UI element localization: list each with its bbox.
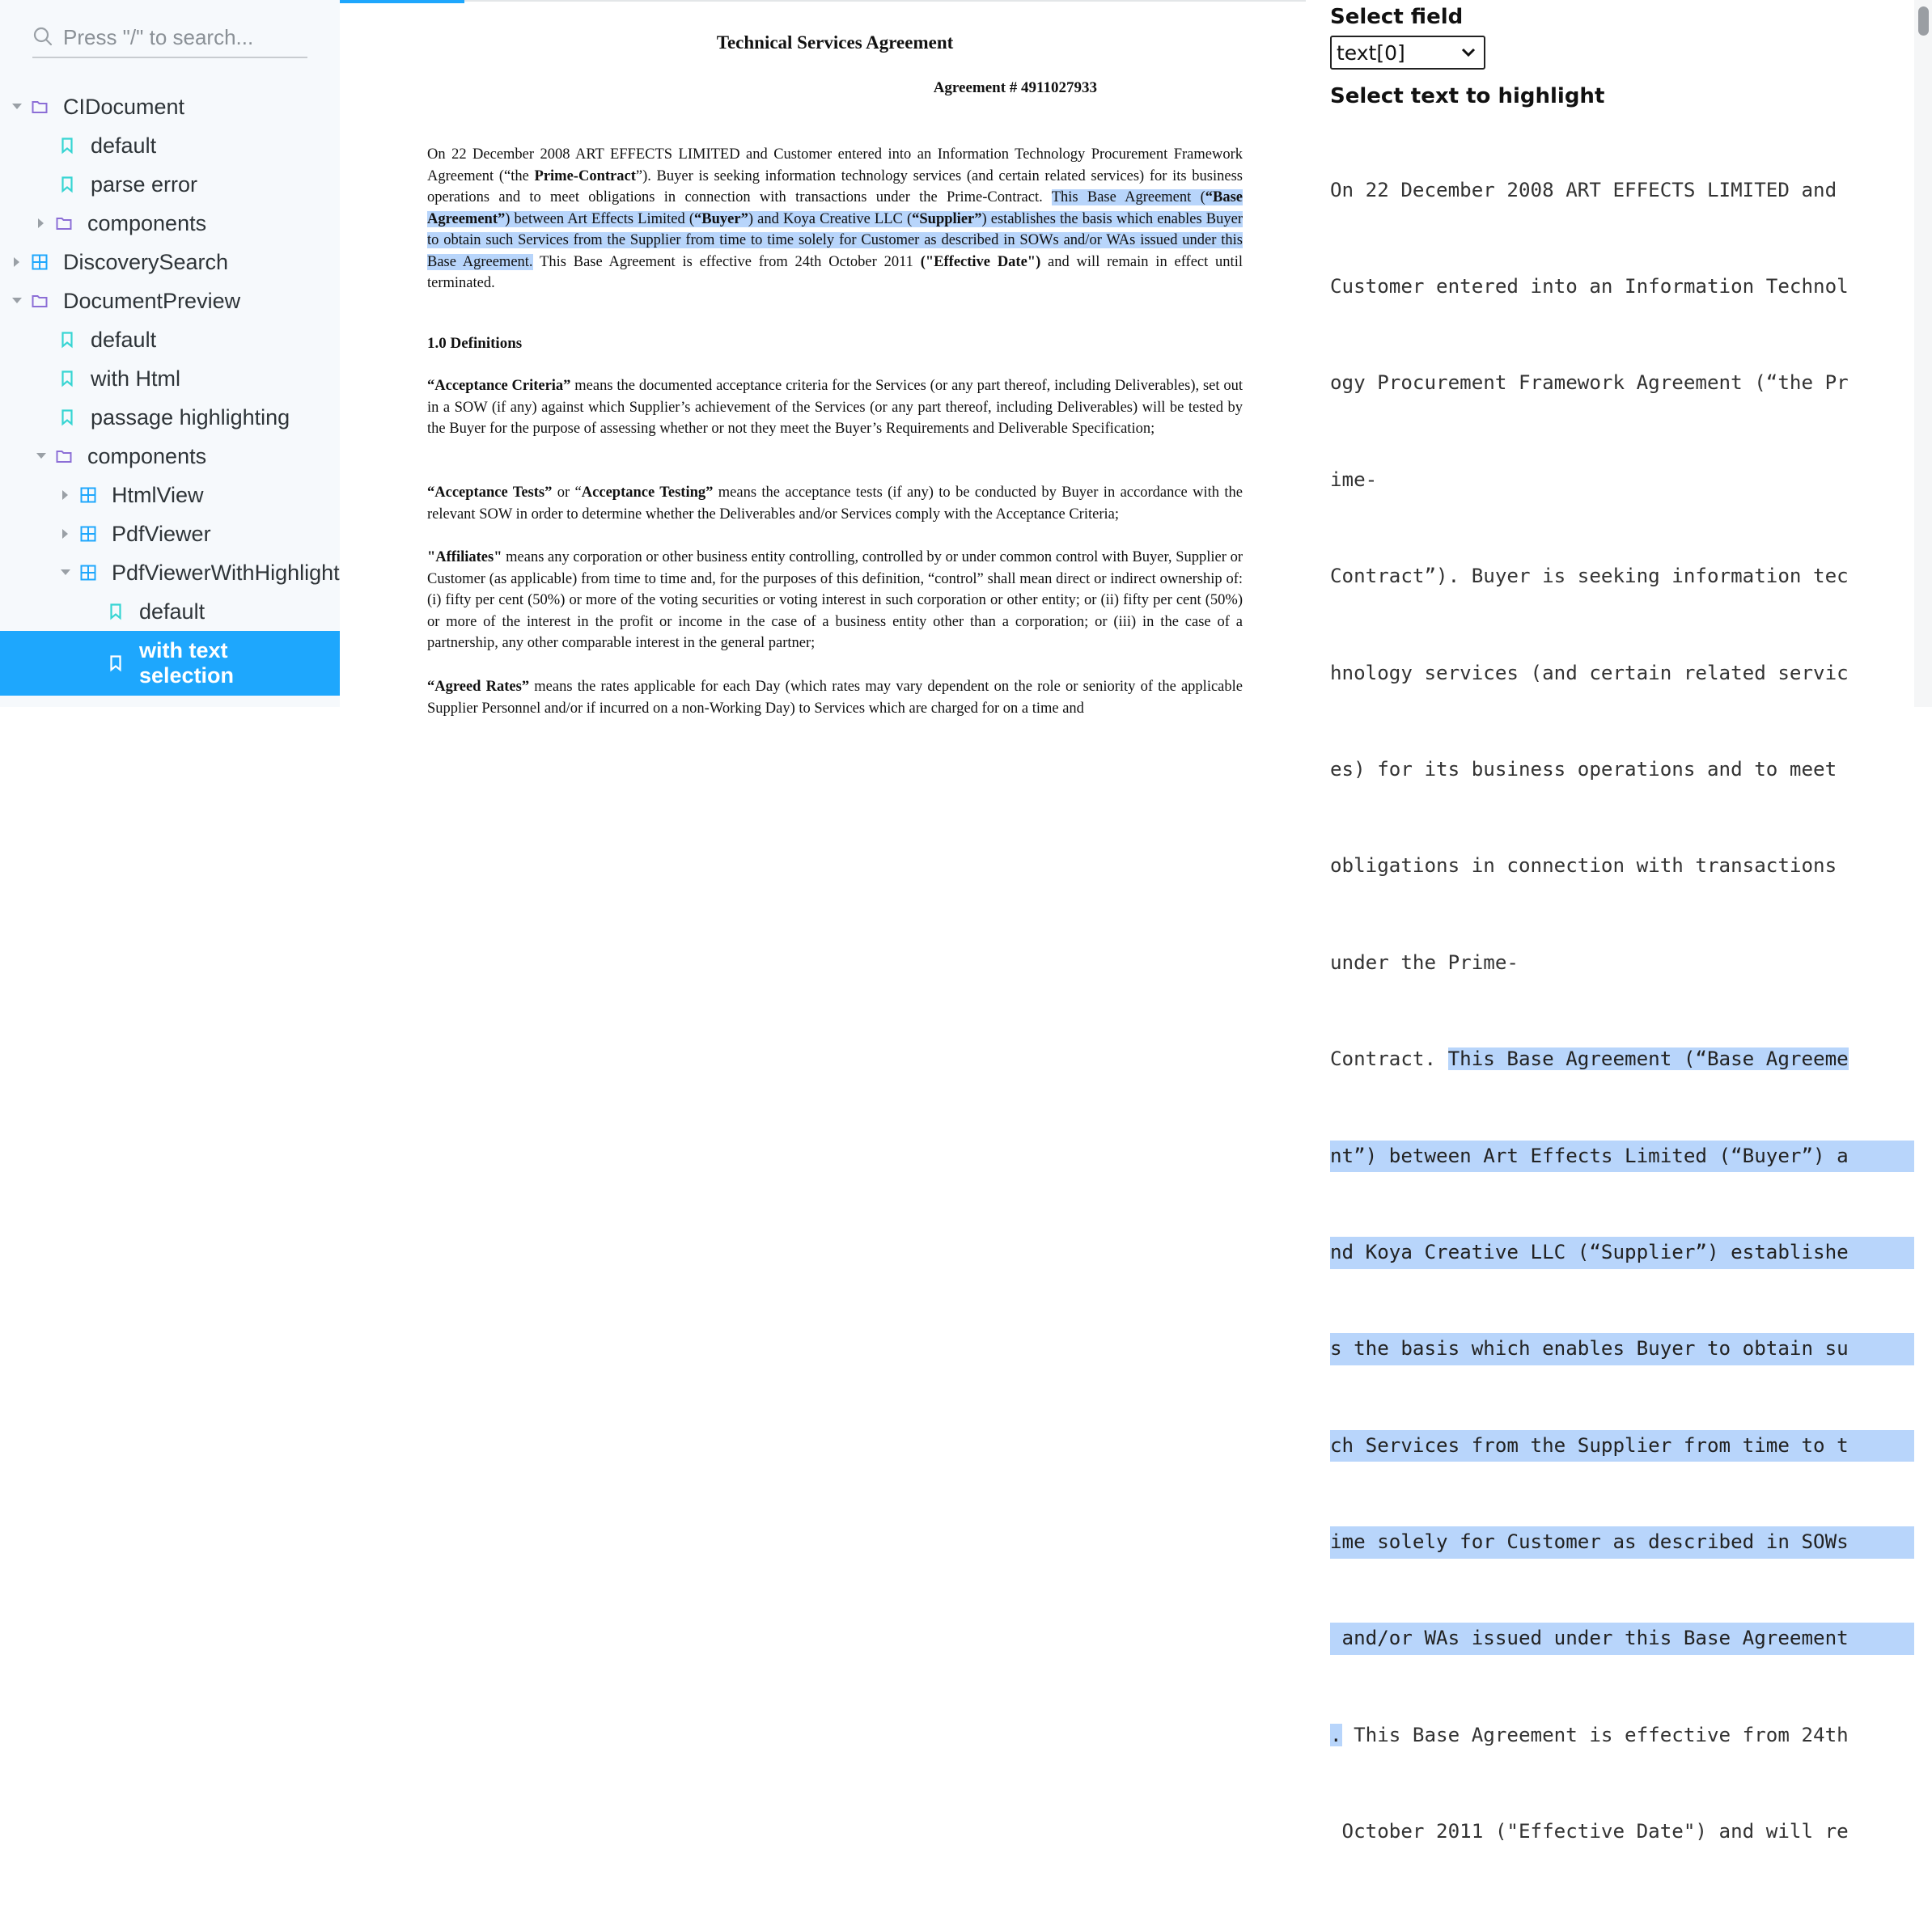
chevron-down-icon [1461,47,1476,58]
selected-text-line: and/or WAs issued under this Base Agreement [1330,1623,1914,1655]
tree-item-pdfviewer-default[interactable] [0,592,340,631]
selected-text-line: ch Services from the Supplier from time to t [1330,1430,1914,1462]
component-icon [79,486,97,504]
tree-item-label: components [87,443,207,468]
document-title: Technical Services Agreement [716,32,954,53]
pdf-document-page[interactable] [340,3,1330,717]
tree-item-cidocument-default[interactable] [0,126,340,165]
tree-item-label: default [91,327,157,352]
tree-item-label: DiscoverySearch [63,249,229,274]
bookmark-icon [58,137,76,154]
tree-item-label: components [87,210,207,235]
selected-text: This Base Agreement (“Base Agreeme [1447,1047,1849,1071]
tree-item-with-html[interactable] [0,359,340,398]
folder-icon [31,98,49,116]
folder-icon [31,292,49,310]
definition-term: “Acceptance Tests” [427,485,553,501]
component-icon [79,564,97,582]
search-box [32,18,307,58]
bookmark-icon [107,603,125,620]
text-line [1330,1043,1914,1076]
tree-item-pdfviewer[interactable] [0,514,340,553]
chevron-down-icon [11,101,23,112]
agreement-number: Agreement # 4911027933 [933,79,1097,96]
tree-item-htmlview[interactable] [0,476,340,514]
text-run: ("Effective Date") [920,253,1041,270]
bookmark-icon [58,370,76,387]
folder-icon [55,447,73,465]
text-line: October 2011 ("Effective Date") and will re [1330,1820,1849,1843]
bookmark-icon [58,176,76,193]
tree-item-label: parse error [91,171,198,197]
text-line: under the Prime- [1330,950,1519,974]
story-tree [0,87,340,696]
tree-item-passage-highlighting[interactable] [0,398,340,437]
tree-item-label: DocumentPreview [63,288,241,313]
text-run: ) between Art Effects Limited ( [505,210,695,227]
definition-term: “Agreed Rates” [427,679,530,695]
tree-item-documentpreview-default[interactable] [0,320,340,359]
definition-agreed-rates [427,676,1243,719]
intro-paragraph[interactable] [427,144,1243,294]
text-run: This Base Agreement ( [1051,189,1205,205]
chevron-right-icon [11,256,23,268]
tree-item-components[interactable] [0,437,340,476]
folder-icon [55,214,73,232]
text-selection-area[interactable] [1330,110,1914,1913]
text-run: Prime-Contract [534,167,636,184]
field-select[interactable] [1330,36,1485,70]
tree-item-with-text-selection[interactable] [0,631,340,696]
divider [464,0,1306,2]
definition-affiliates [427,547,1243,654]
text-run: “Buyer” [694,210,748,227]
sidebar [0,0,340,707]
text-run: ”). Buyer is seeking information technology services (and certain related services) for its business operations and to meet obligations in connection with transactions under the Prime-Contract. [427,167,1243,205]
text-run: “Base Agreement” [427,189,1243,227]
chevron-right-icon [36,218,47,229]
chevron-down-icon [11,295,23,307]
controls-panel [1330,0,1914,1843]
search-icon [32,26,53,47]
text-run: or “ [552,485,582,501]
section-heading: 1.0 Definitions [427,335,523,352]
select-text-title: Select text to highlight [1330,84,1605,108]
text-line: obligations in connection with transactions [1330,854,1837,878]
text-line: Contract”). Buyer is seeking information tec [1330,565,1849,588]
chevron-down-icon [60,567,71,578]
tree-item-label: with Html [91,366,181,391]
text-line: hnology services (and certain related servic [1330,661,1849,684]
text-run: “Supplier” [912,210,982,227]
text-line: es) for its business operations and to meet [1330,757,1837,781]
bookmark-icon [58,408,76,426]
selected-text-line: s the basis which enables Buyer to obtain su [1330,1333,1914,1365]
tree-item-documentpreview[interactable] [0,281,340,320]
definition-term: Acceptance Testing” [581,485,714,501]
selected-text-line: ime solely for Customer as described in SOWs [1330,1526,1914,1559]
component-icon [31,253,49,271]
tree-item-label: CIDocument [63,94,185,119]
field-select-value: text[0] [1337,40,1405,65]
text-run: This Base Agreement is effective from 24th October 2011 [532,253,921,270]
bookmark-icon [107,654,125,672]
chevron-right-icon [60,489,71,501]
definition-term: "Affiliates" [427,549,502,565]
text-run: ) and Koya Creative LLC ( [748,210,913,227]
tree-item-parse-error[interactable] [0,165,340,204]
definition-text: means the documented acceptance criteria for the Services (or any part thereof, including Deliverables), set out in a SOW (if any) against which Supplier’s achievement of the Services (or any part thereof, including Deliverables) will be tested by the Buyer for the purpose of assessing whether or not they meet the Buyer’s Requirements and Deliverable Specification; [427,378,1243,437]
text-line: ime- [1330,468,1378,491]
search-input[interactable] [61,18,307,57]
chevron-right-icon [60,528,71,540]
selected-text: . [1330,1723,1342,1746]
tree-item-label: HtmlView [112,482,204,507]
tree-item-cidocument[interactable] [0,87,340,126]
text-line: ogy Procurement Framework Agreement (“the Pr [1330,371,1849,395]
bookmark-icon [58,331,76,349]
component-icon [79,525,97,543]
selected-text-line: nd Koya Creative LLC (“Supplier”) establishe [1330,1237,1914,1269]
tree-item-label: default [139,599,205,624]
text-line [1330,1720,1914,1752]
definition-text: means the rates applicable for each Day (which rates may vary dependent on the role or seniority of the applicable Supplier Personnel and/or if incurred on a non-Working Day) to Services which are charged for on a time and [427,679,1243,717]
scrollbar[interactable] [1914,0,1932,707]
tree-item-label: passage highlighting [91,404,290,430]
definition-text: means any corporation or other business entity controlling, controlled by or under common control with Buyer, Supplier or Customer (as applicable) from time to time and, for the purposes of this definition, “control” shall mean direct or indirect ownership of: (i) fifty per cent (50%) or more of the voting securities or voting interest in such corporation or other entity; or (ii) fifty per cent (50%) or more of the interest in the profit or income in the case of a business entity other than a corporation; or (iii) in the case of a partnership, any other comparable interest in the general partner; [427,549,1243,651]
text-run: On 22 December 2008 ART EFFECTS LIMITED and Customer entered into an Information Technology Procurement Framework Agreement (“the [427,146,1243,184]
selected-text-line: nt”) between Art Effects Limited (“Buyer”) a [1330,1141,1914,1173]
tree-item-label: PdfViewerWithHighlight [112,560,340,585]
text-run: This Base Agreement is effective from 24th [1341,1723,1849,1746]
tree-item-pdfviewerwithhighlight[interactable] [0,553,340,592]
scrollbar-thumb[interactable] [1918,6,1929,36]
tree-item-label: default [91,133,157,158]
definition-acceptance-criteria [427,375,1243,440]
text-run: Contract. [1330,1047,1448,1071]
definition-term: “Acceptance Criteria” [427,378,571,394]
tree-item-components[interactable] [0,204,340,243]
select-field-title: Select field [1330,5,1464,29]
tree-item-discoverysearch[interactable] [0,243,340,281]
definition-acceptance-tests [427,482,1243,525]
text-line: Customer entered into an Information Technol [1330,274,1849,298]
tree-item-label: PdfViewer [112,521,211,546]
chevron-down-icon [36,451,47,462]
text-run: ) establishes the basis which enables Buyer to obtain such Services from the Supplier from time to time solely for Customer as described in SOWs and/or WAs issued under this Base Agreement. [427,210,1243,270]
tree-item-label: with text selection [139,638,235,688]
text-line: On 22 December 2008 ART EFFECTS LIMITED and [1330,178,1837,201]
text-run: and will remain in effect until terminated. [427,253,1243,291]
definition-text: means the acceptance tests (if any) to be conducted by Buyer in accordance with the relevant SOW in order to determine whether the Deliverables and/or Services comply with the Acceptance Criteria; [427,485,1244,523]
